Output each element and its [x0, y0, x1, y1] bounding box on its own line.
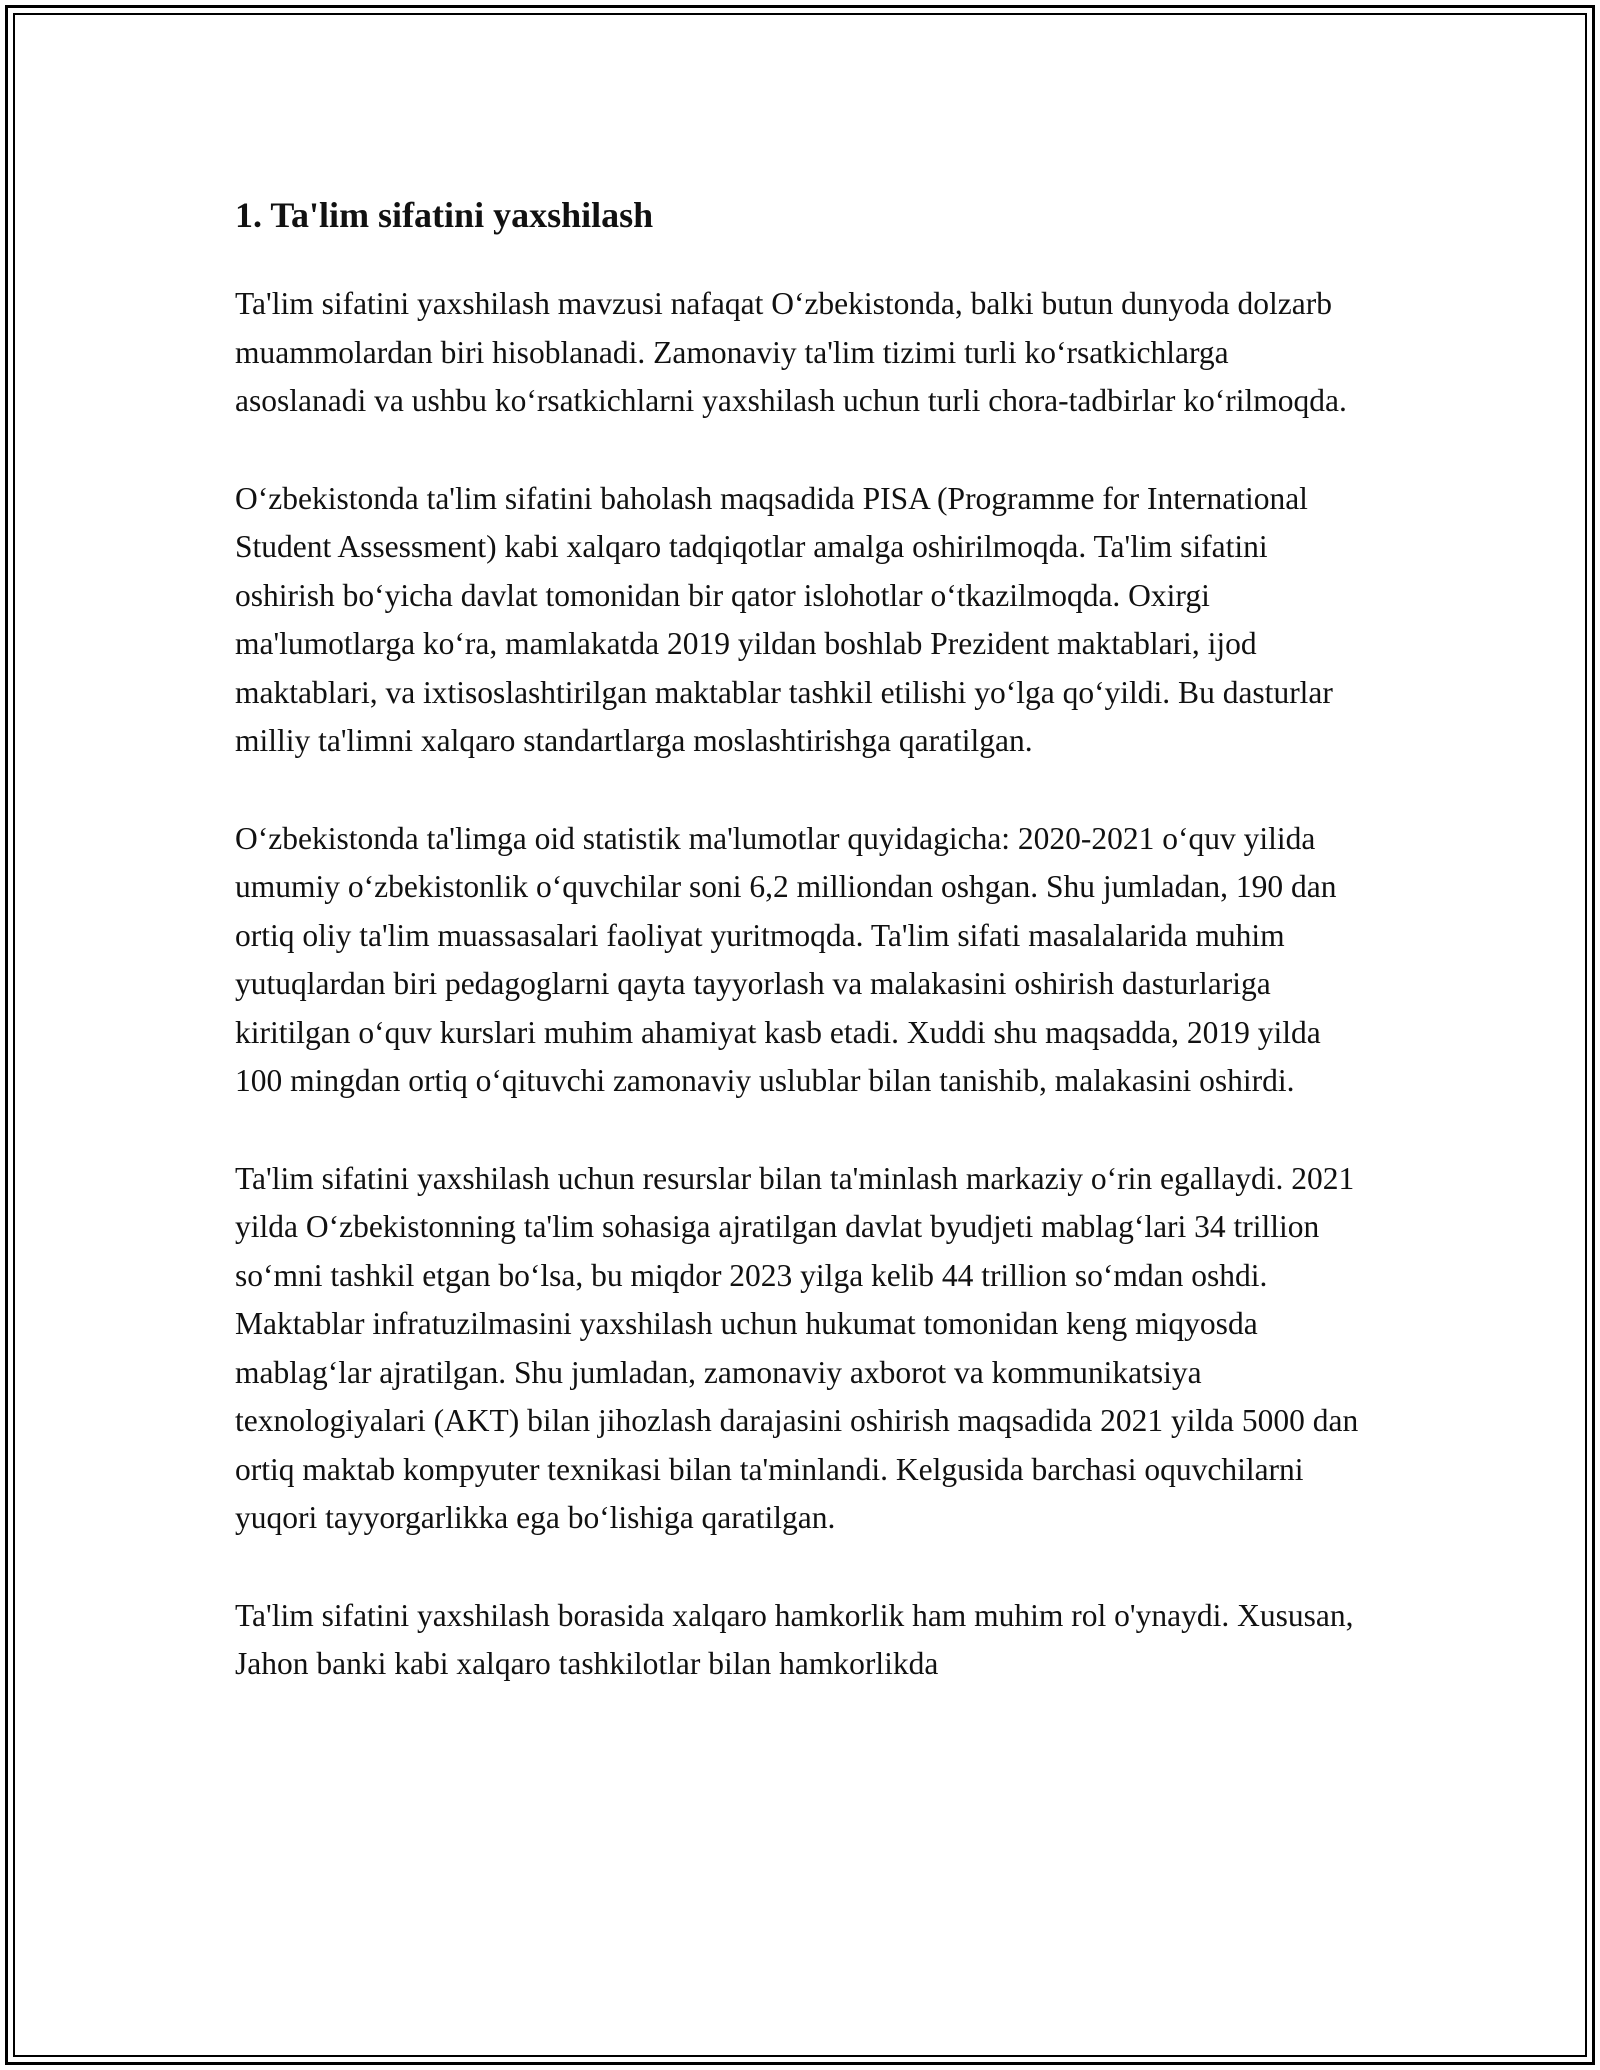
- paragraph-2: O‘zbekistonda ta'lim sifatini baholash maqsadida PISA (Programme for International Student Assessment) kabi xalqaro tadqiqotlar amalga oshirilmoqda. Ta'lim sifatini oshirish bo‘yicha davlat tomonidan bir qator islohotlar o‘tkazilmoqda. Oxirgi ma'lumotlarga ko‘ra, mamlakatda 2019 yildan boshlab Prezident maktablari, ijod maktablari, va ixtisoslashtirilgan maktablar tashkil etilishi yo‘lga qo‘yildi. Bu dasturlar milliy ta'limni xalqaro standartlarga moslashtirishga qaratilgan.: [235, 480, 1333, 758]
- paragraph-5: Ta'lim sifatini yaxshilash borasida xalqaro hamkorlik ham muhim rol o'ynaydi. Xususan, Jahon banki kabi xalqaro tashkilotlar bilan hamkorlikda: [235, 1597, 1354, 1681]
- paragraph-3: O‘zbekistonda ta'limga oid statistik ma'lumotlar quyidagicha: 2020-2021 o‘quv yilida umumiy o‘zbekistonlik o‘quvchilar soni 6,2 milliondan oshgan. Shu jumladan, 190 dan ortiq oliy ta'lim muassasalari faoliyat yuritmoqda. Ta'lim sifati masalalarida muhim yutuqlardan biri pedagoglarni qayta tayyorlash va malakasini oshirish dasturlariga kiritilgan o‘quv kurslari muhim ahamiyat kasb etadi. Xuddi shu maqsadda, 2019 yilda 100 mingdan ortiq o‘qituvchi zamonaviy uslublar bilan tanishib, malakasini oshirdi.: [235, 820, 1337, 1098]
- paragraph-1: Ta'lim sifatini yaxshilash mavzusi nafaqat O‘zbekistonda, balki butun dunyoda dolzarb muammolardan biri hisoblanadi. Zamonaviy ta'lim tizimi turli ko‘rsatkichlarga asoslanadi va ushbu ko‘rsatkichlarni yaxshilash uchun turli chora-tadbirlar ko‘rilmoqda.: [235, 286, 1347, 418]
- section-heading: 1. Ta'lim sifatini yaxshilash: [235, 195, 654, 235]
- paragraph-4: Ta'lim sifatini yaxshilash uchun resurslar bilan ta'minlash markaziy o‘rin egallaydi. 2021 yilda O‘zbekistonning ta'lim sohasiga ajratilgan davlat byudjeti mablag‘lari 34 trillion so‘mni tashkil etgan bo‘lsa, bu miqdor 2023 yilga kelib 44 trillion so‘mdan oshdi. Maktablar infratuzilmasini yaxshilash uchun hukumat tomonidan keng miqyosda mablag‘lar ajratilgan. Shu jumladan, zamonaviy axborot va kommunikatsiya texnologiyalari (AKT) bilan jihozlash darajasini oshirish maqsadida 2021 yilda 5000 dan ortiq maktab kompyuter texnikasi bilan ta'minlandi. Kelgusida barchasi oquvchilarni yuqori tayyorgarlikka ega bo‘lishiga qaratilgan.: [235, 1160, 1359, 1535]
- document-body: [235, 190, 1365, 1738]
